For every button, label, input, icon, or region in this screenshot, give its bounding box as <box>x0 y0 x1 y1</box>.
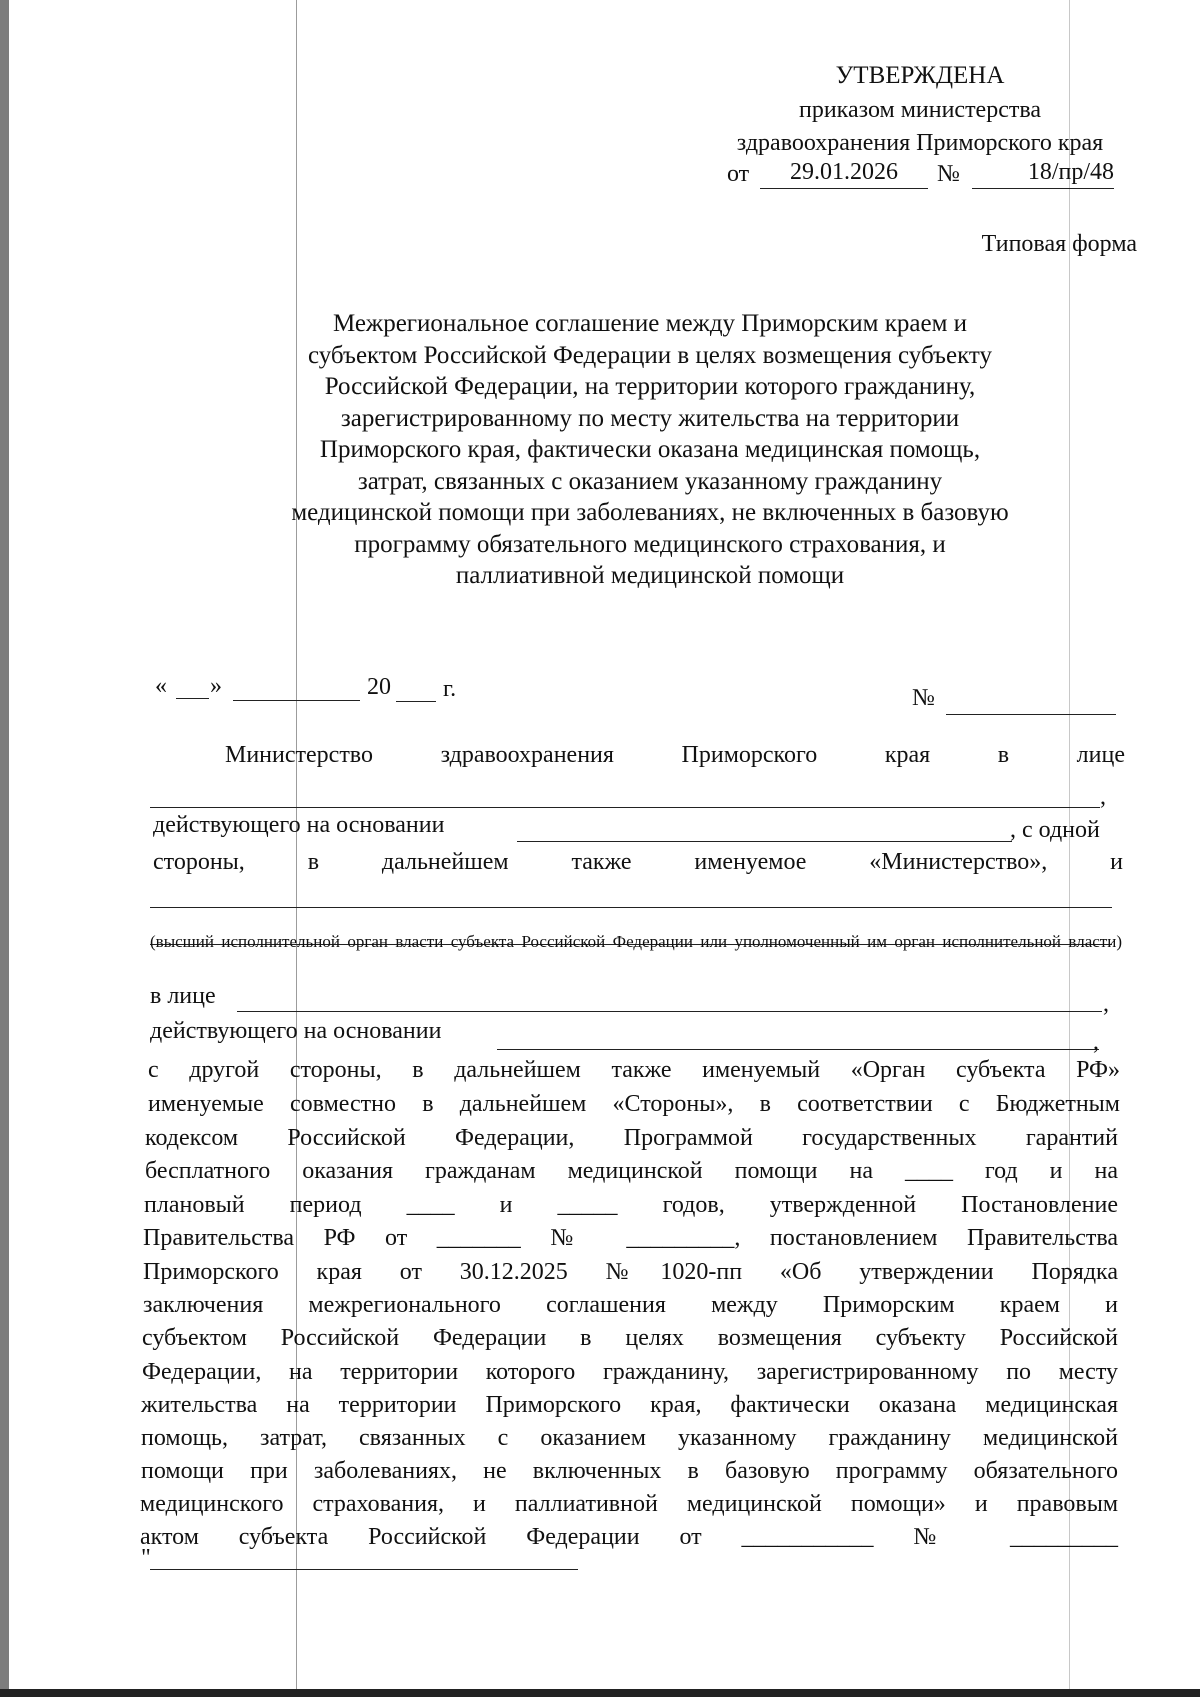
approval-number: 18/пр/48 <box>1027 159 1114 185</box>
party1-comma: , <box>1100 784 1106 810</box>
closing-blank <box>150 1569 578 1570</box>
body-line: заключения межрегионального соглашения между Приморским краем и <box>143 1292 1118 1318</box>
scan-edge-left <box>0 0 9 1697</box>
body-line: Правительства РФ от _______ № _________, постановлением Правительства <box>143 1225 1118 1251</box>
party2-in-person-label: в лице <box>150 983 216 1009</box>
party1-line3: стороны, в дальнейшем также именуемое «Министерство», и <box>153 849 1123 875</box>
agreement-no-blank <box>946 714 1116 715</box>
party1-basis-blank <box>517 841 1012 842</box>
year-prefix: 20 <box>367 674 391 700</box>
approval-heading: УТВЕРЖДЕНА <box>835 62 1005 89</box>
month-blank <box>233 700 360 701</box>
party1-basis-label: действующего на основании <box>153 812 445 838</box>
party2-comma: , <box>1103 991 1109 1017</box>
scan-edge-bottom <box>0 1689 1200 1697</box>
approval-date: 29.01.2026 <box>790 159 898 185</box>
body-line: плановый период ____ и _____ годов, утвержденной Постановление <box>144 1192 1118 1218</box>
party1-basis-suffix: , с одной <box>1010 817 1100 843</box>
body-line: именуемые совместно в дальнейшем «Стороны», в соответствии с Бюджетным <box>148 1091 1120 1117</box>
body-line: бесплатного оказания гражданам медицинской помощи на ____ год и на <box>145 1158 1118 1184</box>
body-line: Приморского края от 30.12.2025 №1020-пп «Об утверждении Порядка <box>143 1259 1118 1285</box>
body-line: помощь, затрат, связанных с оказанием указанному гражданину медицинской <box>141 1425 1118 1451</box>
party2-name-blank-1 <box>150 907 1112 908</box>
body-line: актом субъекта Российской Федерации от ___________ № _________ <box>140 1524 1118 1550</box>
party1-person-blank <box>150 807 1100 808</box>
party2-person-blank <box>237 1011 1102 1012</box>
date-close-quote: » <box>210 673 222 699</box>
body-line: помощи при заболеваниях, не включенных в базовую программу обязательного <box>141 1458 1118 1484</box>
date-underline <box>760 188 928 189</box>
party2-basis-label: действующего на основании <box>150 1018 442 1044</box>
number-underline <box>972 188 1114 189</box>
body-line: кодексом Российской Федерации, Программой государственных гарантий <box>145 1125 1118 1151</box>
body-line: субъектом Российской Федерации в целях возмещения субъекту Российской <box>142 1325 1118 1351</box>
day-blank <box>176 698 209 699</box>
body-line: жительства на территории Приморского края, фактически оказана медицинская <box>141 1392 1118 1418</box>
approval-line2: здравоохранения Приморского края <box>736 130 1104 156</box>
approval-from-label: от <box>727 161 750 187</box>
party2-basis-comma: , <box>1093 1029 1099 1055</box>
document-title: Межрегиональное соглашение между Приморским краем и субъектом Российской Федерации в целях возмещения субъекту Российской Федерации, на территории которого гражданину, зарегистрированному по месту жительства на территории Приморского края, фактически оказана медицинская помощь, затрат, связанных с оказанием указанному гражданину медицинской помощи при заболеваниях, не включенных в базовую программу обязательного медицинского страхования, и паллиативной медицинской помощи <box>291 310 1009 589</box>
approval-no-label: № <box>937 161 960 187</box>
form-type: Типовая форма <box>981 231 1137 257</box>
footnote-organ: (высший исполнительной орган власти субъекта Российской Федерации или уполномоченный им орган исполнительной власти) <box>150 932 1122 951</box>
party1-line1: Министерство здравоохранения Приморского края в лице <box>225 742 1125 768</box>
body-line: медицинского страхования, и паллиативной медицинской помощи» и правовым <box>140 1491 1118 1517</box>
year-blank <box>396 701 436 702</box>
body-line: Федерации, на территории которого гражданину, зарегистрированному по месту <box>142 1359 1118 1385</box>
approval-line1: приказом министерства <box>798 97 1042 123</box>
date-open-quote: « <box>155 673 167 699</box>
body-line: с другой стороны, в дальнейшем также именуемый «Орган субъекта РФ» <box>148 1057 1120 1083</box>
closing-quote-mark: " <box>141 1545 151 1571</box>
year-suffix: г. <box>443 676 457 702</box>
party2-basis-blank <box>497 1049 1099 1050</box>
agreement-no-label: № <box>912 685 935 711</box>
